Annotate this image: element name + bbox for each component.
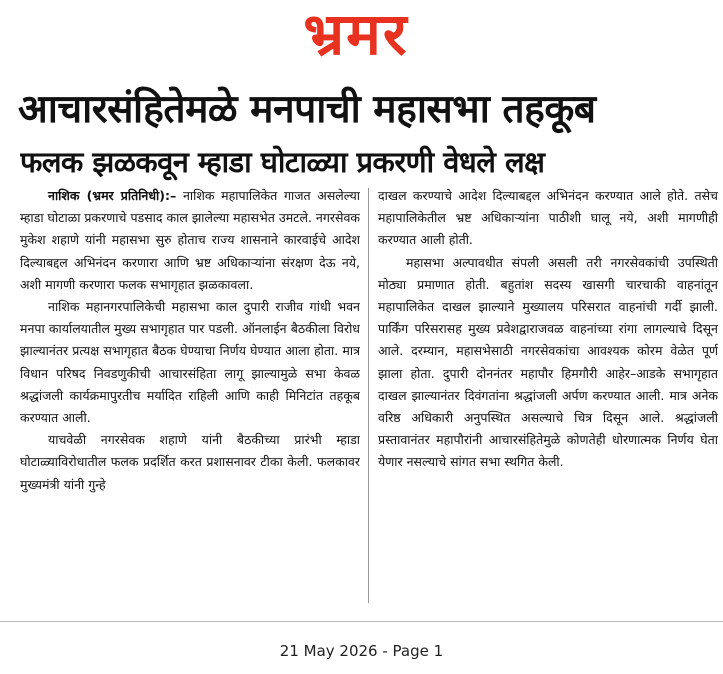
article-paragraph: दाखल करण्याचे आदेश दिल्याबद्दल अभिनंदन करण्यात आले होते. तसेच महापालिकेतील भ्रष्ट अधिकाऱ्यांना पाठीशी घालू नये, अशी मागणीही करण्यात आली होती. bbox=[378, 188, 718, 248]
column-divider bbox=[368, 188, 369, 603]
subheadline: फलक झळकवून म्हाडा घोटाळ्या प्रकरणी वेधले लक्ष bbox=[20, 145, 545, 179]
headline: आचारसंहितेमळे मनपाची महासभा तहकूब bbox=[18, 87, 596, 132]
paragraph-text: नाशिक महापालिकेत गाजत असलेल्या म्हाडा घोटाळा प्रकरणाचे पडसाद काल झालेल्या महासभेत उमटले. नगरसेवक मुकेश शहाणे यांनी महासभा सुरु होताच राज्य शासनाने कारवाईचे आदेश दिल्याबद्दल अभिनंदन करणारा आणि भ्रष्ट अधिकाऱ्यांना संरक्षण देऊ नये, अशी मागणी करणारा फलक सभागृहात झळकावला. bbox=[20, 188, 360, 292]
masthead-logo: भ्रमर bbox=[303, 2, 409, 66]
footer-divider bbox=[0, 621, 723, 622]
article-paragraph: नाशिक महानगरपालिकेची महासभा काल दुपारी राजीव गांधी भवन मनपा कार्यालयातील मुख्य सभागृहात पार पडली. ऑनलाईन बैठकीला विरोध झाल्यानंतर प्रत्यक्ष सभागृहात बैठक घेण्याचा निर्णय घेण्यात आला होता. मात्र विधान परिषद निवडणुकीची आचारसंहिता लागू झाल्यामुळे सभा केवळ श्रद्धांजली कार्यक्रमापुरतीच मर्यादित राहिली आणि काही मिनिटांत तहकूब करण्यात आली. bbox=[20, 299, 360, 426]
page-footer: 21 May 2026 - Page 1 bbox=[279, 642, 444, 660]
article-paragraph: महासभा अल्पावधीत संपली असली तरी नगरसेवकांची उपस्थिती मोठ्या प्रमाणात होती. बहुतांश सदस्य खासगी चारचाकी वाहनांतून महापालिकेत दाखल झाल्याने मुख्यालय परिसरात वाहनांची गर्दी झाली. पार्किंग परिसरासह मुख्य प्रवेशद्वाराजवळ वाहनांच्या रांगा लागल्याचे दिसून आले. दरम्यान, महासभेसाठी नगरसेवकांचा आवश्यक कोरम वेळेत पूर्ण झाला होता. दुपारी दोननंतर महापौर हिमगौरी आहेर–आडके सभागृहात दाखल झाल्यानंतर दिवंगतांना श्रद्धांजली अर्पण करण्यात आली. मात्र अनेक वरिष्ठ अधिकारी अनुपस्थित असल्याचे चित्र दिसून आले. श्रद्धांजली प्रस्तावानंतर महापौरांनी आचारसंहितेमुळे कोणतेही धोरणात्मक निर्णय घेता येणार नसल्याचे सांगत सभा स्थगित केली. bbox=[378, 254, 718, 470]
article-paragraph: याचवेळी नगरसेवक शहाणे यांनी बैठकीच्या प्रारंभी म्हाडा घोटाळ्याविरोधातील फलक प्रदर्शित करत प्रशासनावर टीका केली. फलकावर मुख्यमंत्री यांनी गुन्हे bbox=[20, 432, 360, 492]
article-column-right bbox=[378, 185, 718, 610]
article-paragraph bbox=[20, 185, 360, 296]
article-column-left bbox=[20, 185, 360, 610]
dateline: नाशिक (भ्रमर प्रतिनिधी):– bbox=[48, 188, 177, 203]
